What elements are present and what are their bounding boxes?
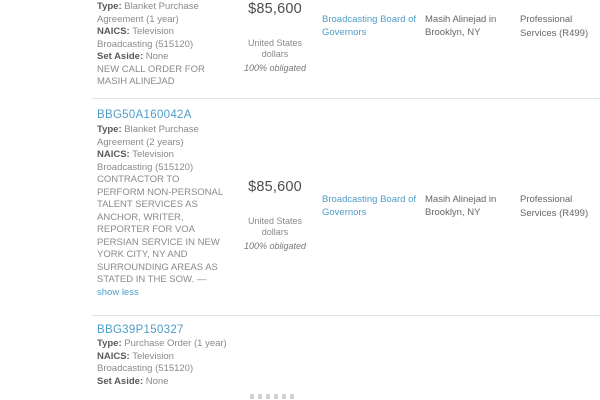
award-type: [97, 1, 229, 26]
awarding-agency-link[interactable]: Broadcasting Board of Governors: [322, 194, 417, 218]
row-divider: [92, 315, 600, 316]
set-aside-value: None: [145, 375, 169, 387]
award-naics: [97, 26, 229, 51]
naics-value: Television Broadcasting (515120): [97, 350, 194, 374]
award-currency: United States dollars: [247, 216, 303, 237]
naics-label: NAICS:: [97, 26, 130, 37]
type-value: Purchase Order (1 year): [124, 338, 227, 349]
row-divider: [92, 98, 600, 99]
award-description: NEW CALL ORDER FOR MASIH ALINEJAD: [97, 63, 205, 87]
award-obligated: 100% obligated: [243, 241, 307, 251]
type-value: Blanket Purchase Agreement (1 year): [97, 1, 199, 25]
set-aside-label: Set Aside:: [97, 51, 144, 62]
award-id-link[interactable]: BBG50A160042A: [97, 109, 192, 121]
naics-value: Television Broadcasting (515120): [97, 26, 194, 50]
award-obligated: 100% obligated: [243, 63, 307, 73]
clipped-amount-sliver: [250, 394, 298, 399]
award-amount-block: [243, 0, 307, 73]
award-recipient: Masih Alinejad in Brooklyn, NY: [425, 194, 497, 218]
award-currency: United States dollars: [247, 38, 303, 59]
award-naics: [97, 351, 229, 376]
naics-label: NAICS:: [97, 350, 130, 362]
naics-value: Television Broadcasting (515120): [97, 149, 194, 173]
type-value: Blanket Purchase Agreement (2 years): [97, 124, 199, 148]
award-details: [97, 338, 229, 388]
award-psc: Professional Services (R499): [520, 194, 589, 219]
award-set-aside: [97, 376, 229, 389]
type-label: Type:: [97, 1, 122, 12]
award-set-aside: [97, 51, 229, 64]
set-aside-value: None: [145, 51, 169, 62]
show-less-separator: —: [196, 274, 207, 285]
award-type: [97, 338, 229, 351]
award-description: [97, 174, 229, 299]
award-details: [97, 124, 229, 299]
award-id-link[interactable]: BBG39P150327: [97, 324, 184, 336]
description-text: CONTRACTOR TO PERFORM NON-PERSONAL TALENT SERVICES AS ANCHOR, WRITER, REPORTER FOR VOA PERSIAN SERVICE IN NEW YORK CITY, NY AND SURROUNDING AREAS AS STATED IN THE SOW.: [97, 174, 223, 285]
award-details: [97, 1, 229, 89]
award-psc: Professional Services (R499): [520, 14, 589, 39]
set-aside-label: Set Aside:: [97, 375, 144, 387]
type-label: Type:: [97, 338, 122, 349]
show-less-link[interactable]: show less: [97, 286, 139, 298]
award-type: [97, 124, 229, 149]
awarding-agency-link[interactable]: Broadcasting Board of Governors: [322, 14, 417, 38]
award-recipient: Masih Alinejad in Brooklyn, NY: [425, 14, 497, 38]
award-amount-block: [243, 178, 307, 251]
award-amount: $85,600: [248, 1, 302, 17]
naics-label: NAICS:: [97, 149, 130, 160]
award-amount: $85,600: [248, 179, 302, 195]
type-label: Type:: [97, 124, 122, 135]
award-naics: [97, 149, 229, 174]
